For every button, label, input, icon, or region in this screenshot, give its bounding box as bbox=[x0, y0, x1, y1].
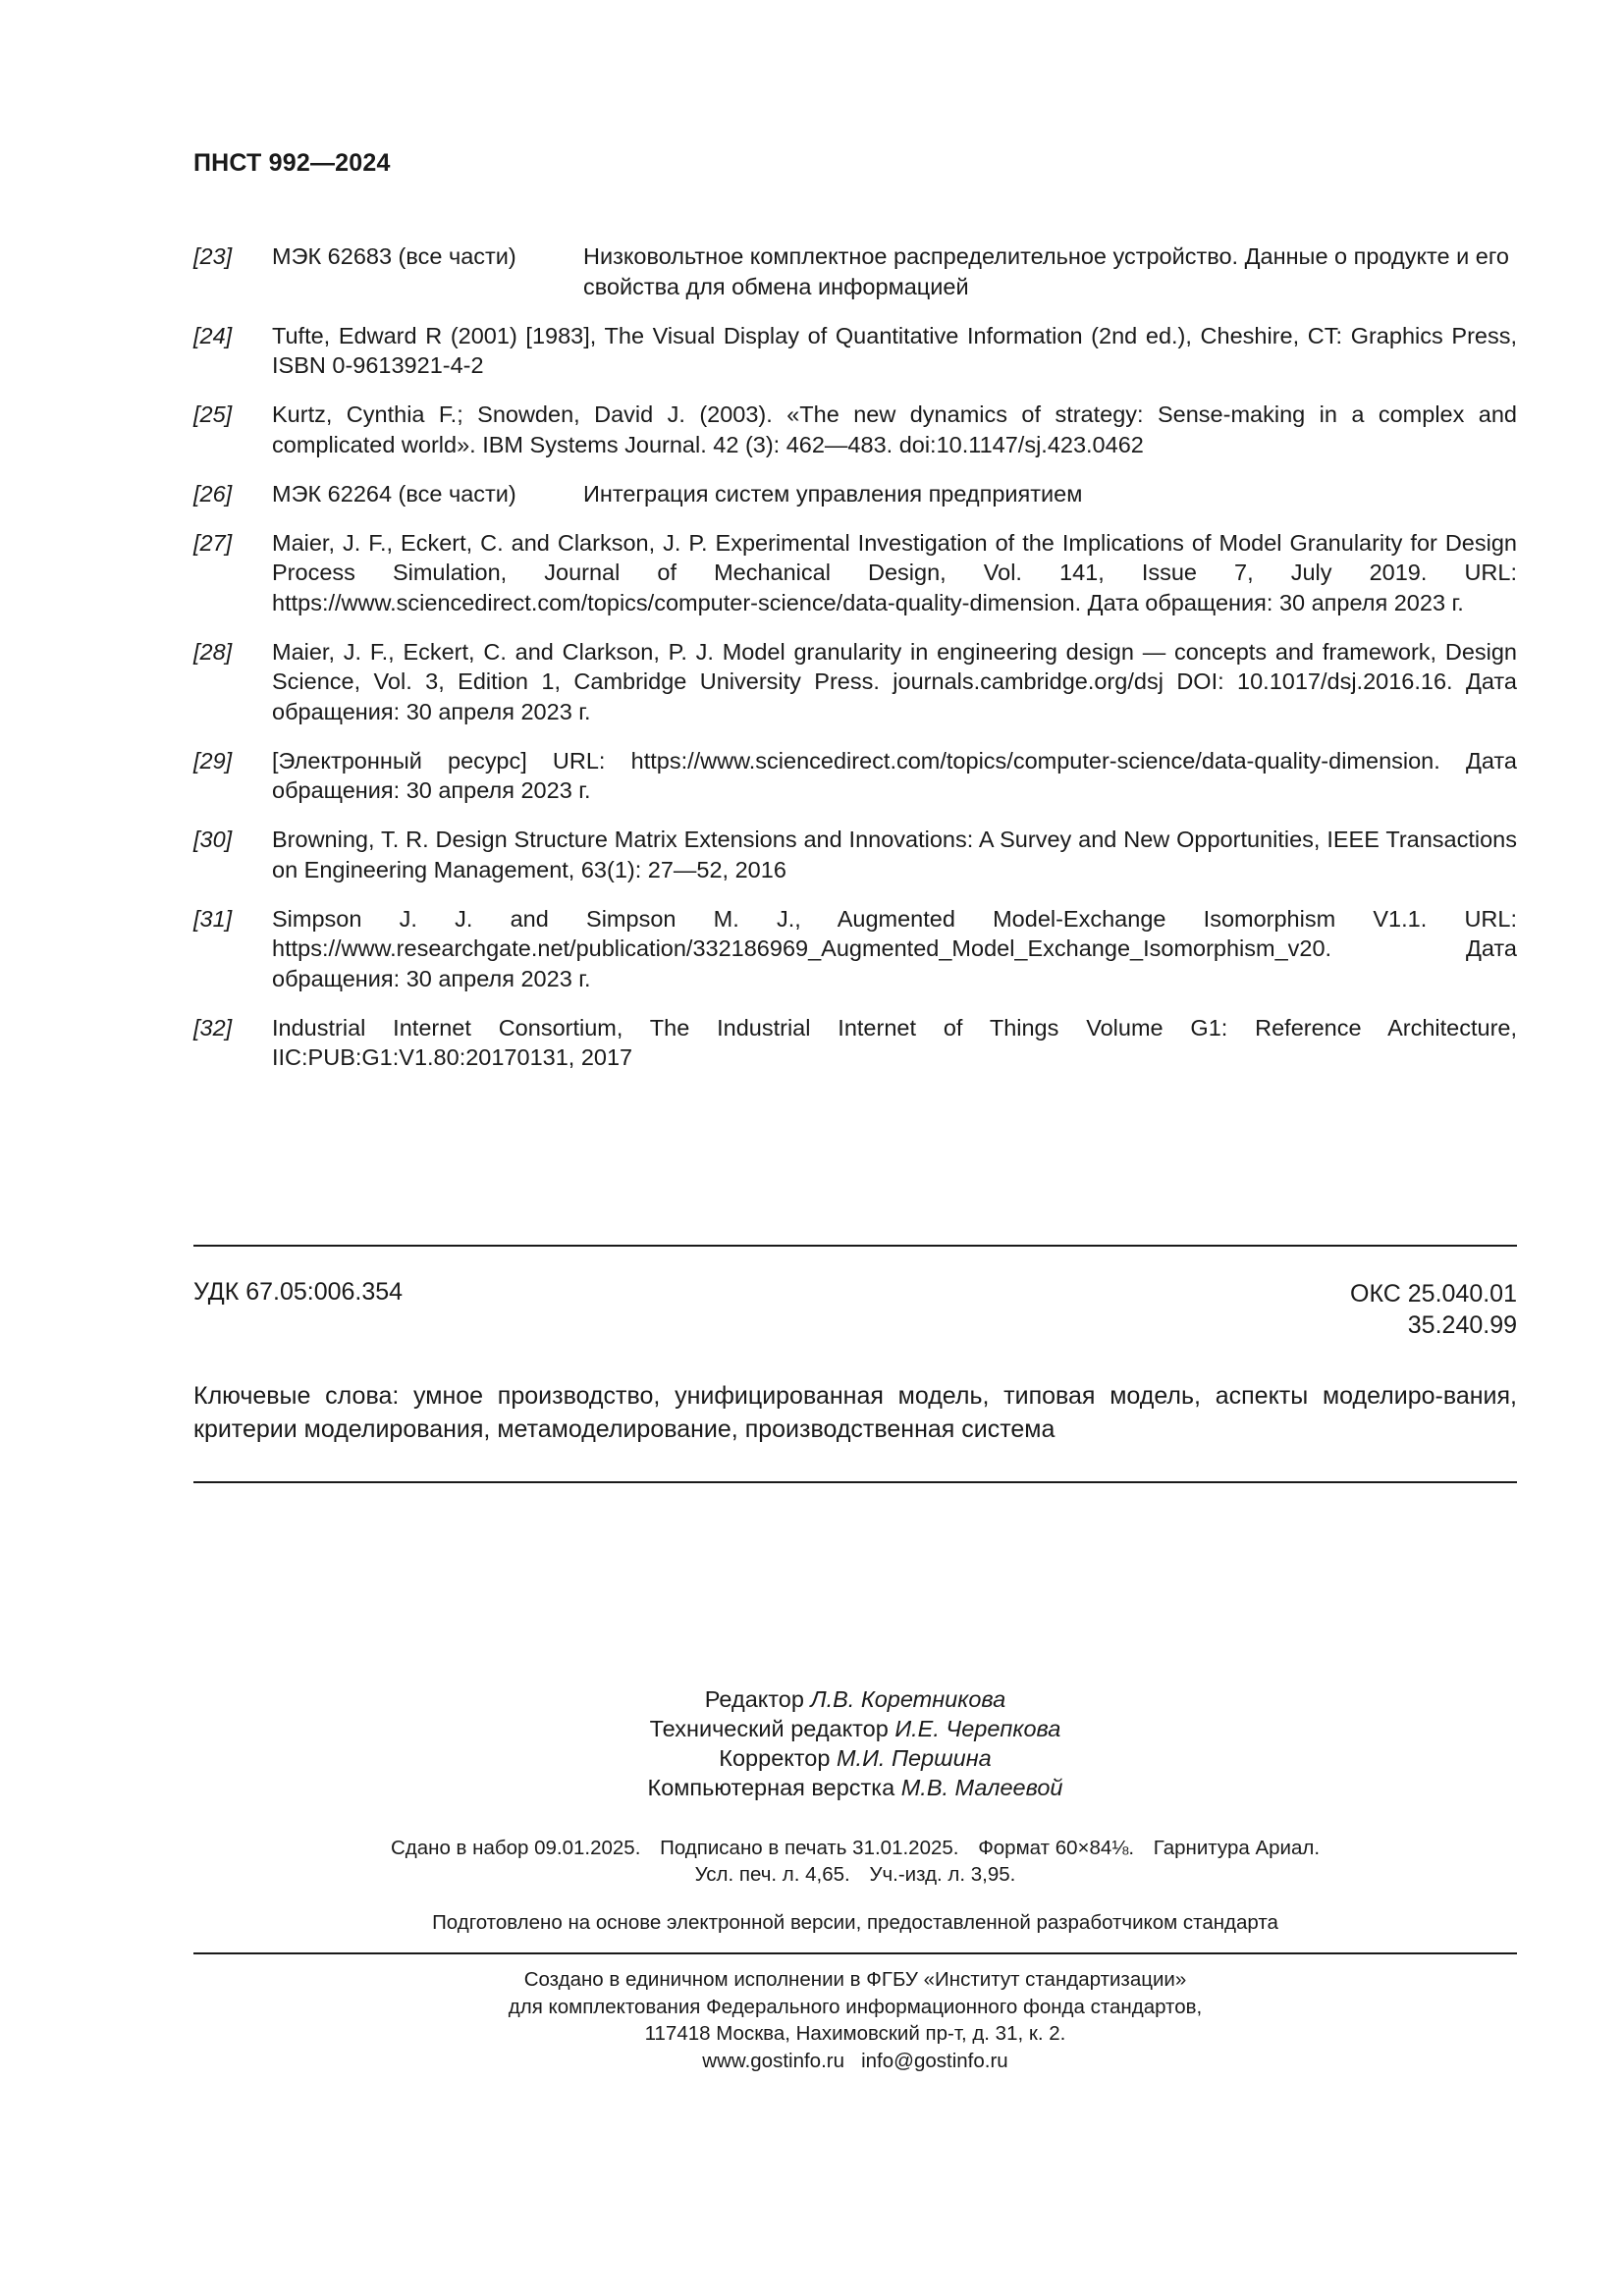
reference-number: [24] bbox=[193, 322, 233, 348]
bibliography-list bbox=[193, 241, 1517, 1092]
reference-number: [27] bbox=[193, 529, 233, 556]
reference-text: Kurtz, Cynthia F.; Snowden, David J. (2003). «The new dynamics of strategy: Sense-making in a complex and complicated world». IBM Systems Journal. 42 (3): 462—483. doi:10.1147/sj.423.0462 bbox=[272, 401, 1517, 457]
publishing-sheets: Уч.-изд. л. 3,95. bbox=[869, 1863, 1016, 1886]
publisher-website: www.gostinfo.ru bbox=[702, 2049, 844, 2072]
reference-code: МЭК 62683 (все части) bbox=[272, 243, 516, 269]
credit-proofreader bbox=[0, 1743, 1624, 1773]
publisher-contacts bbox=[0, 2048, 1624, 2075]
reference-item bbox=[193, 479, 1517, 509]
signed-date: Подписано в печать 31.01.2025. bbox=[660, 1837, 959, 1859]
reference-item bbox=[193, 637, 1517, 727]
reference-number: [29] bbox=[193, 747, 233, 774]
keywords: Ключевые слова: умное производство, унифицированная модель, типовая модель, аспекты моделиро-вания, критерии моделирования, метамоделирование, производственная система bbox=[193, 1382, 1517, 1443]
publisher-email: info@gostinfo.ru bbox=[861, 2049, 1008, 2072]
reference-item bbox=[193, 904, 1517, 994]
reference-text: Industrial Internet Consortium, The Industrial Internet of Things Volume G1: Reference Architecture, IIC:PUB:G1:V1.80:20170131, 2017 bbox=[272, 1014, 1517, 1070]
credit-role: Технический редактор bbox=[649, 1716, 889, 1741]
reference-text: Simpson J. J. and Simpson M. J., Augmented Model-Exchange Isomorphism V1.1. URL: https://www.researchgate.net/publication/332186969_Augmented_Model_Exchange_Isomorphism_v20. Дата обращения: 30 апреля 2023 г. bbox=[272, 905, 1517, 991]
reference-number: [23] bbox=[193, 243, 233, 269]
reference-text: Интеграция систем управления предприятием bbox=[583, 480, 1083, 507]
reference-text: Низковольтное комплектное распределительное устройство. Данные о продукте и его свойства для обмена информацией bbox=[583, 243, 1509, 299]
reference-item bbox=[193, 825, 1517, 884]
credits-block bbox=[0, 1684, 1624, 1802]
reference-item bbox=[193, 746, 1517, 806]
reference-item bbox=[193, 241, 1517, 301]
reference-number: [28] bbox=[193, 638, 233, 665]
reference-number: [25] bbox=[193, 401, 233, 427]
publisher-line-1: Создано в единичном исполнении в ФГБУ «Институт стандартизации» bbox=[523, 1968, 1187, 1991]
reference-item bbox=[193, 321, 1517, 381]
oks-codes bbox=[1350, 1278, 1517, 1341]
page-header-doc-id: ПНСТ 992—2024 bbox=[193, 149, 391, 177]
print-sheets: Усл. печ. л. 4,65. bbox=[694, 1863, 850, 1886]
credit-name: Л.В. Коретникова bbox=[810, 1686, 1006, 1712]
print-info bbox=[0, 1835, 1624, 1888]
credit-name: М.В. Малеевой bbox=[900, 1775, 1063, 1800]
reference-number: [26] bbox=[193, 480, 233, 507]
reference-item bbox=[193, 400, 1517, 459]
reference-number: [32] bbox=[193, 1014, 233, 1041]
divider-bottom bbox=[193, 1952, 1517, 1954]
typeface: Гарнитура Ариал. bbox=[1153, 1837, 1321, 1859]
reference-number: [30] bbox=[193, 827, 233, 852]
reference-text: Tufte, Edward R (2001) [1983], The Visual Display of Quantitative Information (2nd ed.), Cheshire, CT: Graphics Press, ISBN 0-9613921-4-2 bbox=[272, 322, 1517, 378]
credit-name: М.И. Першина bbox=[836, 1745, 992, 1771]
paper-format: Формат 60×84⅛. bbox=[978, 1837, 1135, 1859]
reference-text: Maier, J. F., Eckert, C. and Clarkson, J. P. Experimental Investigation of the Implications of Model Granularity for Design Process Simulation, Journal of Mechanical Design, Vol. 141, Issue 7, July 2019. URL: https://www.sciencedirect.com/topics/computer-science/data-quality-dimension. Дата обращения: 30 апреля 2023 г. bbox=[272, 529, 1517, 615]
print-info-line-1 bbox=[0, 1835, 1624, 1861]
credit-name: И.Е. Черепкова bbox=[894, 1716, 1061, 1741]
reference-text: [Электронный ресурс] URL: https://www.sciencedirect.com/topics/computer-science/data-quality-dimension. Дата обращения: 30 апреля 2023 г. bbox=[272, 747, 1517, 803]
oks-code-1: ОКС 25.040.01 bbox=[1350, 1280, 1517, 1308]
reference-number: [31] bbox=[193, 905, 233, 932]
divider-keywords bbox=[193, 1481, 1517, 1483]
reference-code: МЭК 62264 (все части) bbox=[272, 480, 516, 507]
credit-role: Редактор bbox=[704, 1686, 804, 1712]
credit-layout bbox=[0, 1773, 1624, 1802]
divider-top bbox=[193, 1245, 1517, 1247]
submitted-date: Сдано в набор 09.01.2025. bbox=[390, 1837, 641, 1859]
publisher-address: 117418 Москва, Нахимовский пр-т, д. 31, к. 2. bbox=[644, 2022, 1066, 2045]
oks-code-2: 35.240.99 bbox=[1407, 1311, 1517, 1339]
publisher-line-2: для комплектования Федерального информационного фонда стандартов, bbox=[508, 1995, 1203, 2018]
reference-text: Maier, J. F., Eckert, C. and Clarkson, P. J. Model granularity in engineering design — concepts and framework, Design Science, Vol. 3, Edition 1, Cambridge University Press. journals.cambridge.org/dsj DOI: 10.1017/dsj.2016.16. Дата обращения: 30 апреля 2023 г. bbox=[272, 638, 1517, 724]
credit-tech-editor bbox=[0, 1714, 1624, 1743]
reference-text: Browning, T. R. Design Structure Matrix Extensions and Innovations: A Survey and New Opportunities, IEEE Transactions on Engineering Management, 63(1): 27—52, 2016 bbox=[272, 827, 1517, 882]
credit-editor bbox=[0, 1684, 1624, 1714]
udk-code: УДК 67.05:006.354 bbox=[193, 1278, 404, 1306]
credit-role: Корректор bbox=[719, 1745, 831, 1771]
credit-role: Компьютерная верстка bbox=[647, 1775, 895, 1800]
print-info-line-2 bbox=[0, 1861, 1624, 1888]
prepared-note: Подготовлено на основе электронной версии, предоставленной разработчиком стандарта bbox=[432, 1911, 1278, 1934]
reference-item bbox=[193, 1013, 1517, 1073]
reference-item bbox=[193, 528, 1517, 618]
publisher-block bbox=[0, 1966, 1624, 2074]
